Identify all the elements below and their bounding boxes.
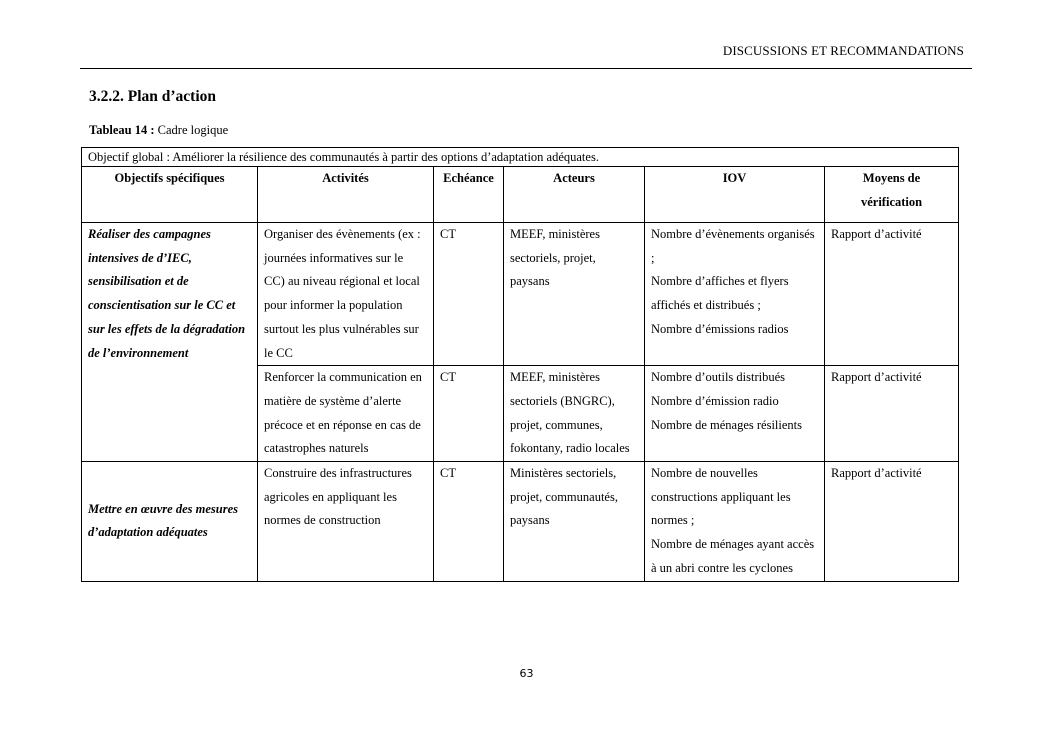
table-caption-label: Tableau 14 :	[89, 123, 155, 137]
column-header-activites: Activités	[258, 167, 434, 223]
column-header-objectifs: Objectifs spécifiques	[82, 167, 258, 223]
table-row	[82, 462, 959, 582]
iov-cell: Nombre de nouvelles constructions appliquant les normes ; Nombre de ménages ayant accès à un abri contre les cyclones	[645, 462, 825, 582]
column-header-echeance: Echéance	[434, 167, 504, 223]
echeance-cell: CT	[434, 462, 504, 582]
column-header-acteurs: Acteurs	[504, 167, 645, 223]
activite-cell: Renforcer la communication en matière de système d’alerte précoce et en réponse en cas de catastrophes naturels	[258, 366, 434, 462]
table-caption-text: Cadre logique	[154, 123, 229, 137]
acteurs-cell: MEEF, ministères sectoriels (BNGRC), projet, communes, fokontany, radio locales	[504, 366, 645, 462]
header-rule	[80, 68, 972, 69]
column-header-iov: IOV	[645, 167, 825, 223]
global-objective: Objectif global : Améliorer la résilience des communautés à partir des options d’adaptation adéquates.	[82, 148, 959, 167]
page-number: 63	[519, 667, 534, 680]
activite-cell: Construire des infrastructures agricoles en appliquant les normes de construction	[258, 462, 434, 582]
logical-framework-table	[81, 147, 959, 582]
acteurs-cell: Ministères sectoriels, projet, communautés, paysans	[504, 462, 645, 582]
objectif-cell: Mettre en œuvre des mesures d’adaptation adéquates	[82, 462, 258, 582]
activite-cell: Organiser des évènements (ex : journées informatives sur le CC) au niveau régional et local pour informer la population surtout les plus vulnérables sur le CC	[258, 223, 434, 366]
acteurs-cell: MEEF, ministères sectoriels, projet, paysans	[504, 223, 645, 366]
objectif-cell: Réaliser des campagnes intensives de d’IEC, sensibilisation et de conscientisation sur le CC et sur les effets de la dégradation de l’environnement	[82, 223, 258, 462]
table-caption	[89, 123, 228, 138]
table-header-row	[82, 167, 959, 223]
echeance-cell: CT	[434, 223, 504, 366]
moyens-cell: Rapport d’activité	[825, 223, 959, 366]
table-row	[82, 223, 959, 366]
moyens-cell: Rapport d’activité	[825, 366, 959, 462]
iov-cell: Nombre d’outils distribués Nombre d’émission radio Nombre de ménages résilients	[645, 366, 825, 462]
echeance-cell: CT	[434, 366, 504, 462]
running-header: DISCUSSIONS ET RECOMMANDATIONS	[722, 43, 964, 58]
column-header-moyens: Moyens de vérification	[825, 167, 959, 223]
global-objective-row	[82, 148, 959, 167]
section-title: 3.2.2. Plan d’action	[89, 88, 217, 105]
iov-cell: Nombre d’évènements organisés ; Nombre d’affiches et flyers affichés et distribués ; Nombre d’émissions radios	[645, 223, 825, 366]
moyens-cell: Rapport d’activité	[825, 462, 959, 582]
